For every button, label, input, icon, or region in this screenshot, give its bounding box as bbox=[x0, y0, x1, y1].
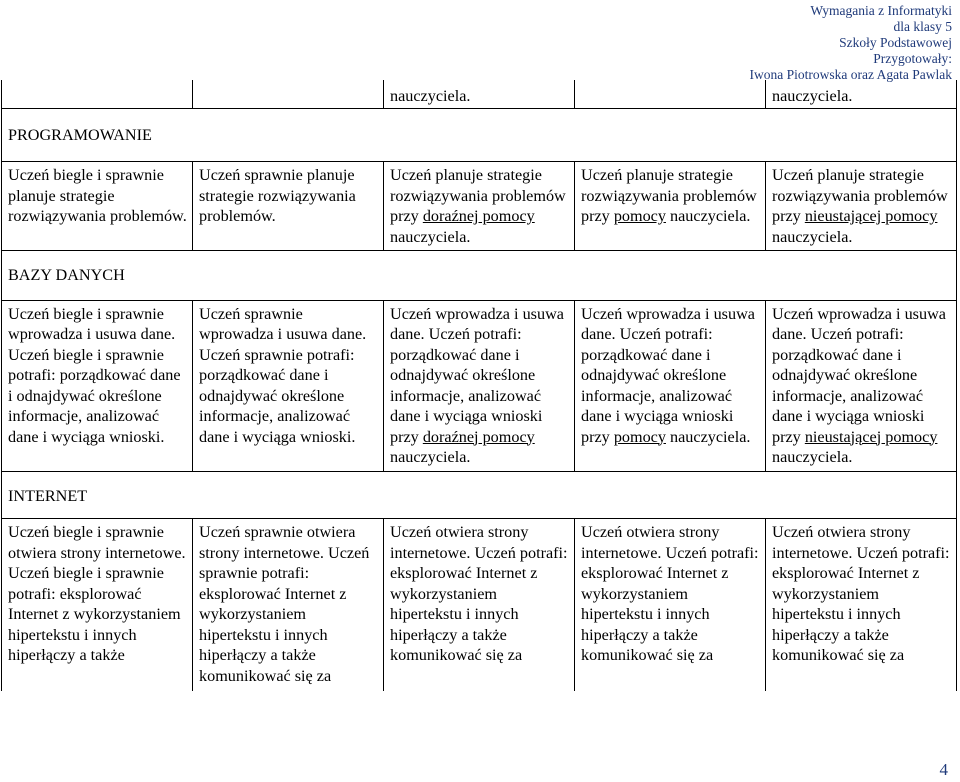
table-cell bbox=[193, 300, 384, 471]
table-cell bbox=[575, 80, 766, 108]
cell-text: Uczeń sprawnie potrafi: porządkować dane i odnajdywać określone informacje, analizować dane i wyciąga wnioski. bbox=[199, 345, 356, 446]
table-cell bbox=[2, 300, 193, 471]
continued-row bbox=[2, 80, 957, 108]
page-number: 4 bbox=[939, 760, 948, 779]
table-row bbox=[2, 300, 957, 471]
table-cell bbox=[384, 300, 575, 471]
table-cell: nauczyciela. bbox=[384, 80, 575, 108]
header-line: dla klasy 5 bbox=[893, 19, 952, 34]
cell-text: nauczyciela. bbox=[772, 227, 853, 246]
cell-text: nauczyciela. bbox=[390, 448, 471, 466]
emphasis-text: nieustającej pomocy bbox=[804, 207, 938, 225]
table-row bbox=[2, 162, 957, 251]
cell-text: Uczeń biegle i sprawnie wprowadza i usuwa dane. bbox=[8, 304, 176, 343]
cell-text: Uczeń wprowadza i usuwa dane. Uczeń potrafi: porządkować dane i odnajdywać określone informacje, analizować dane i wyciąga wnioski przy bbox=[390, 304, 564, 446]
section-row bbox=[2, 108, 957, 162]
table-cell bbox=[384, 162, 575, 251]
cell-text: Uczeń planuje strategie rozwiązywania problemów przy bbox=[772, 166, 948, 225]
section-title: INTERNET bbox=[2, 471, 957, 519]
table-cell bbox=[193, 80, 384, 108]
cell-text: nauczyciela. bbox=[670, 207, 751, 225]
cell-text: Uczeń wprowadza i usuwa dane. Uczeń potrafi: porządkować dane i odnajdywać określone informacje, analizować dane i wyciąga wnioski przy bbox=[581, 304, 755, 446]
cell-text: Uczeń wprowadza i usuwa dane. Uczeń potrafi: porządkować dane i odnajdywać określone informacje, analizować dane i wyciąga wnioski przy bbox=[772, 304, 946, 446]
section-title: PROGRAMOWANIE bbox=[2, 108, 957, 162]
table-cell: Uczeń biegle i sprawnie otwiera strony internetowe. Uczeń biegle i sprawnie potrafi: eksplorować Internet z wykorzystaniem hipertekstu i innych hiperłączy a także bbox=[2, 519, 193, 692]
document-header bbox=[750, 3, 952, 83]
section-title: BAZY DANYCH bbox=[2, 251, 957, 301]
cell-text: nauczyciela. bbox=[772, 448, 853, 466]
table-cell: Uczeń otwiera strony internetowe. Uczeń potrafi: eksplorować Internet z wykorzystaniem hipertekstu i innych hiperłączy a także komunikować się za bbox=[575, 519, 766, 692]
cell-text: Uczeń planuje strategie rozwiązywania problemów przy bbox=[390, 166, 566, 225]
table-cell bbox=[766, 162, 957, 251]
header-line: Wymagania z Informatyki bbox=[810, 3, 952, 18]
header-line: Szkoły Podstawowej bbox=[839, 35, 952, 50]
cell-text: nauczyciela. bbox=[390, 227, 471, 246]
emphasis-text: doraźnej pomocy bbox=[422, 207, 535, 225]
cell-text: Uczeń sprawnie wprowadza i usuwa dane. bbox=[199, 304, 367, 343]
table-cell: Uczeń sprawnie otwiera strony internetowe. Uczeń sprawnie potrafi: eksplorować Internet z wykorzystaniem hipertekstu i innych hiperłączy a także komunikować się za bbox=[193, 519, 384, 692]
table-cell bbox=[575, 162, 766, 251]
table-cell bbox=[2, 80, 193, 108]
emphasis-text: doraźnej pomocy bbox=[422, 427, 535, 446]
table-cell: Uczeń otwiera strony internetowe. Uczeń potrafi: eksplorować Internet z wykorzystaniem hipertekstu i innych hiperłączy a także komunikować się za bbox=[766, 519, 957, 692]
cell-text: Uczeń planuje strategie rozwiązywania problemów przy bbox=[581, 166, 757, 225]
table-cell bbox=[766, 300, 957, 471]
emphasis-text: pomocy bbox=[613, 207, 666, 225]
table-cell bbox=[575, 300, 766, 471]
emphasis-text: pomocy bbox=[613, 427, 666, 446]
cell-text: Uczeń biegle i sprawnie potrafi: porządkować dane i odnajdywać określone informacje, analizować dane i wyciąga wnioski. bbox=[8, 345, 181, 446]
section-row bbox=[2, 471, 957, 519]
table-row bbox=[2, 519, 957, 692]
table-cell: Uczeń otwiera strony internetowe. Uczeń potrafi: eksplorować Internet z wykorzystaniem hipertekstu i innych hiperłączy a także komunikować się za bbox=[384, 519, 575, 692]
cell-text: nauczyciela. bbox=[670, 427, 751, 446]
section-row bbox=[2, 251, 957, 301]
header-line: Przygotowały: bbox=[873, 51, 952, 66]
emphasis-text: nieustającej pomocy bbox=[804, 427, 938, 446]
table-cell: Uczeń biegle i sprawnie planuje strategie rozwiązywania problemów. bbox=[2, 162, 193, 251]
header-line: Iwona Piotrowska oraz Agata Pawlak bbox=[749, 67, 952, 82]
table-cell: Uczeń sprawnie planuje strategie rozwiązywania problemów. bbox=[193, 162, 384, 251]
table-cell: nauczyciela. bbox=[766, 80, 957, 108]
requirements-table bbox=[1, 80, 957, 691]
